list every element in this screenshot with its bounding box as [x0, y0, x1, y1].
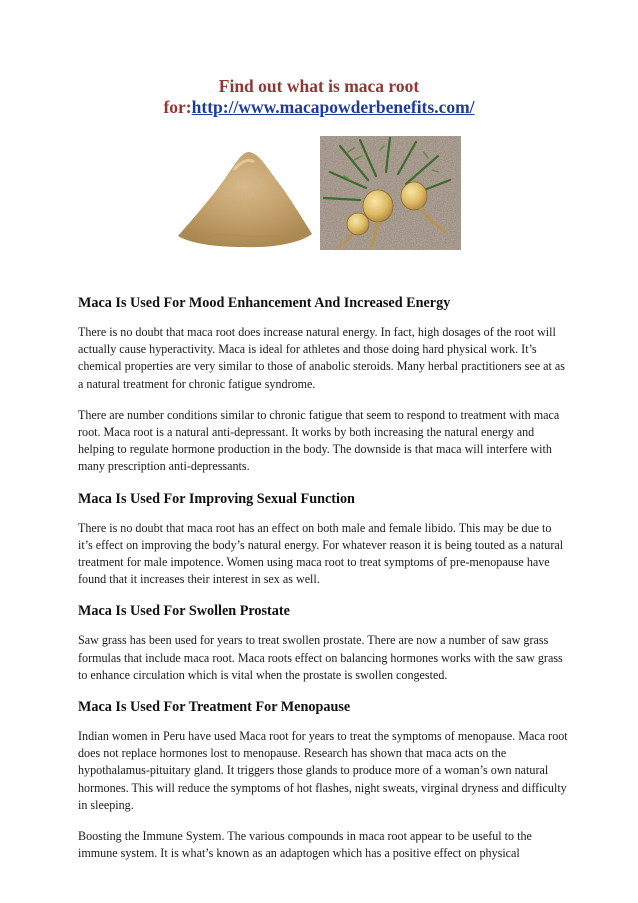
title-line-1: Find out what is maca root — [218, 76, 420, 96]
paragraph: Indian women in Peru have used Maca root for years to treat the symptoms of menopause. Maca root does not replace hormones lost to menopause. Research has shown that maca acts on the hypothalamus-pituitary gland. It triggers those glands to produce more of a woman’s own natural hormones. This will reduce the symptoms of hot flashes, night sweats, virginal dryness and difficulty in sleeping. — [78, 729, 568, 812]
section-menopause — [78, 698, 568, 862]
paragraph: Boosting the Immune System. The various compounds in maca root appear to be useful to the immune system. It is what’s known as an adaptogen which has a positive effect on physical — [78, 829, 532, 861]
image-row — [0, 136, 638, 250]
paragraph: There is no doubt that maca root does increase natural energy. In fact, high dosages of the root will actually cause hyperactivity. Maca is ideal for athletes and those doing hard physical work. It’s chemical properties are very similar to those of anabolic steroids. Many herbal practitioners see at as a natural treatment for chronic fatigue syndrome. — [78, 325, 565, 391]
section-heading: Maca Is Used For Mood Enhancement And Increased Energy — [78, 295, 451, 311]
section-mood-energy — [78, 294, 568, 476]
website-link[interactable]: http://www.macapowderbenefits.com/ — [191, 97, 475, 117]
paragraph: There is no doubt that maca root has an effect on both male and female libido. This may be due to it’s effect on improving the body’s natural energy. For whatever reason it is being touted as a natural treatment for male impotence. Women using maca root to treat symptoms of pre-menopause have found that it increases their interest in sex as well. — [78, 520, 564, 587]
section-sexual-function — [78, 490, 568, 589]
section-swollen-prostate — [78, 602, 568, 684]
section-heading: Maca Is Used For Swollen Prostate — [78, 603, 290, 620]
paragraph: There are number conditions similar to chronic fatigue that seem to respond to treatment with maca root. Maca root is a natural anti-depressant. It works by both increasing the natural energy and helping to regulate hormone production in the body. The downside is that maca will interfere with many prescription anti-depressants. — [78, 407, 560, 474]
paragraph: Saw grass has been used for years to treat swollen prostate. There are now a number of saw grass formulas that include maca root. Maca roots effect on balancing hormones works with the saw grass to enhance circulation which is vital when the prostate is swollen congested. — [78, 633, 563, 682]
title-line-2 — [0, 97, 638, 118]
section-heading: Maca Is Used For Treatment For Menopause — [78, 699, 351, 716]
maca-powder-image — [174, 136, 314, 250]
page-title — [0, 76, 638, 118]
title-prefix: for: — [163, 97, 192, 117]
section-heading: Maca Is Used For Improving Sexual Function — [78, 490, 355, 507]
maca-root-image — [320, 136, 461, 250]
article-body — [78, 294, 568, 876]
